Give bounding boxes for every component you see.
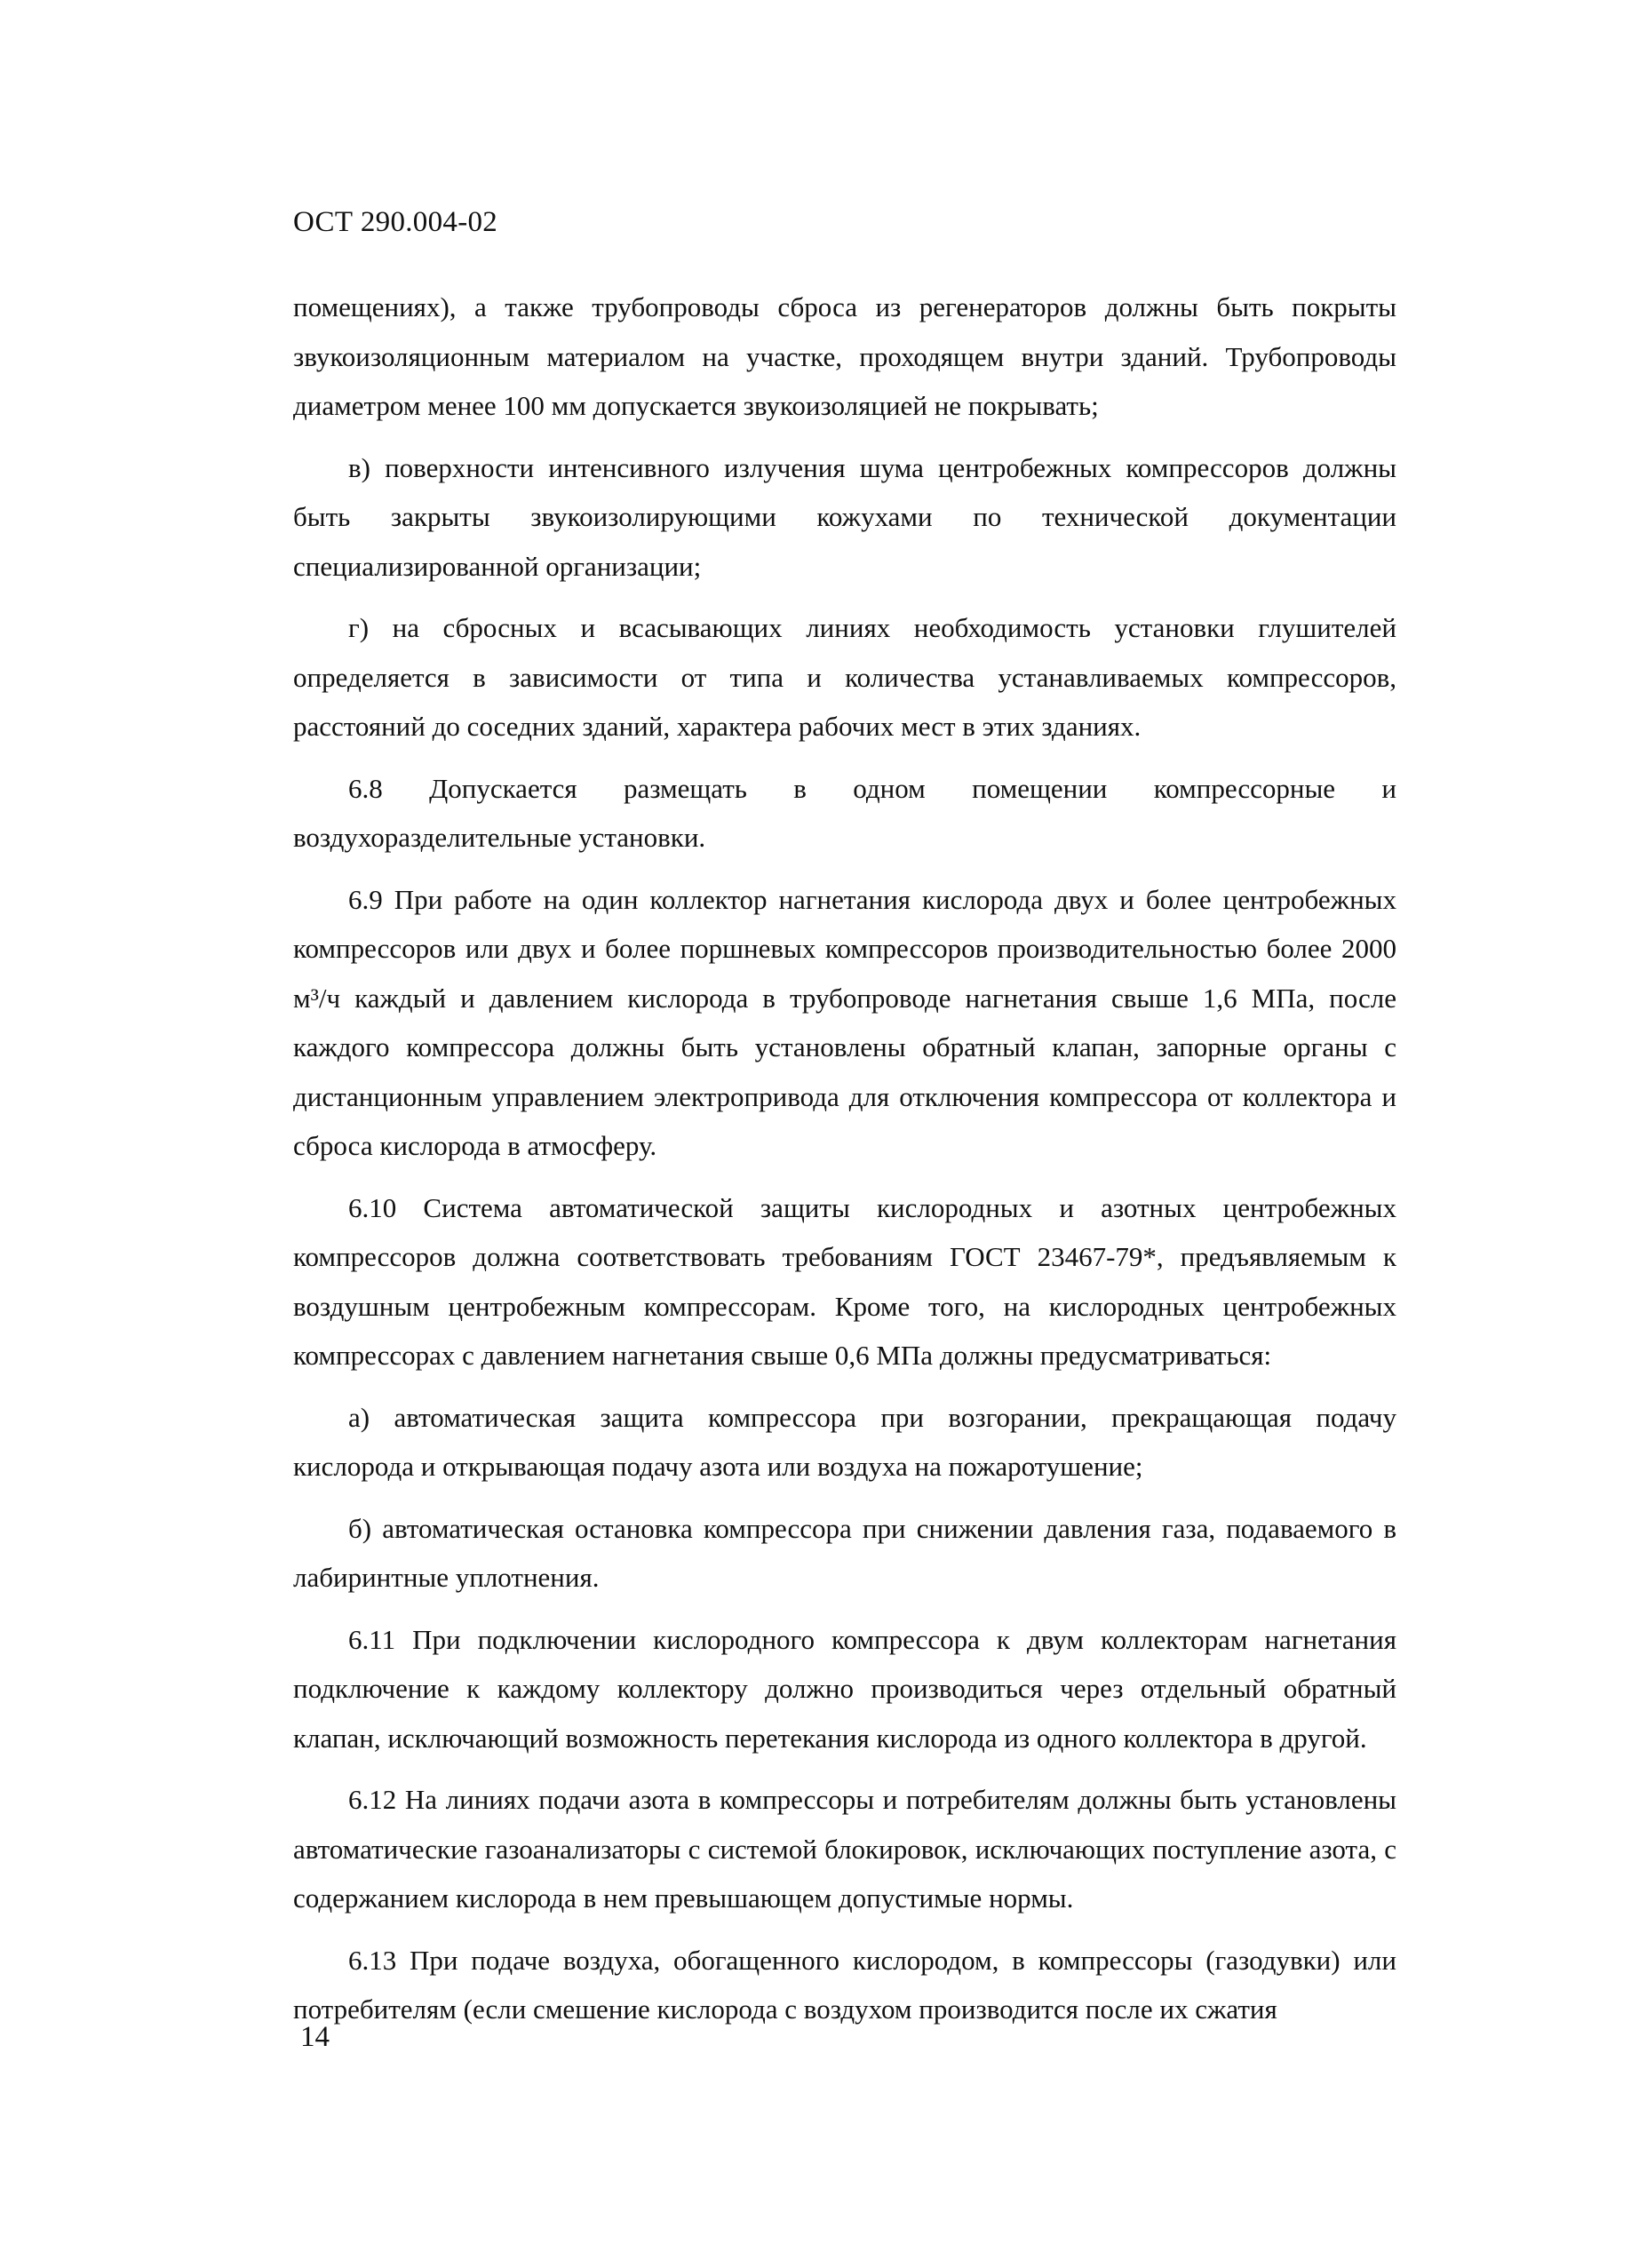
paragraph-6-10: 6.10 Система автоматической защиты кислородных и азотных центробежных компрессоров должна соответствовать требованиям ГОСТ 23467-79*, предъявляемым к воздушным центробежным компрессорам. Кроме того, на кислородных центробежных компрессорах с давлением нагнетания свыше 0,6 МПа должны предусматриваться: [293,1191,1396,1371]
paragraph-6-11: 6.11 При подключении кислородного компрессора к двум коллекторам нагнетания подключение к каждому коллектору должно производиться через отдельный обратный клапан, исключающий возможность перетекания кислорода из одного коллектора в другой. [293,1623,1396,1754]
paragraph-item-a: а) автоматическая защита компрессора при возгорании, прекращающая подачу кислорода и открывающая подачу азота или воздуха на пожаротушение; [293,1401,1396,1482]
paragraph-6-13: 6.13 При подаче воздуха, обогащенного кислородом, в компрессоры (газодувки) или потребителям (если смешение кислорода с воздухом производится после их сжатия [293,1944,1396,2025]
paragraph-6-8: 6.8 Допускается размещать в одном помещении компрессорные и воздухоразделительные установки. [293,772,1396,853]
paragraph-continuation: помещениях), а также трубопроводы сброса из регенераторов должны быть покрыты звукоизоляционным материалом на участке, проходящем внутри зданий. Трубопроводы диаметром менее 100 мм допускается звукоизоляцией не покрывать; [293,291,1396,421]
page-number: 14 [300,2021,330,2053]
paragraph-item-b: б) автоматическая остановка компрессора при снижении давления газа, подаваемого в лабиринтные уплотнения. [293,1512,1396,1593]
document-code: ОСТ 290.004-02 [293,206,498,238]
paragraph-item-v: в) поверхности интенсивного излучения шума центробежных компрессоров должны быть закрыты звукоизолирующими кожухами по технической документации специализированной организации; [293,451,1396,582]
document-body [293,283,1396,2047]
paragraph-item-g: г) на сбросных и всасывающих линиях необходимость установки глушителей определяется в зависимости от типа и количества устанавливаемых компрессоров, расстояний до соседних зданий, характера рабочих мест в этих зданиях. [293,612,1396,742]
paragraph-6-9: 6.9 При работе на один коллектор нагнетания кислорода двух и более центробежных компрессоров или двух и более поршневых компрессоров производительностью более 2000 м³/ч каждый и давлением кислорода в трубопроводе нагнетания свыше 1,6 МПа, после каждого компрессора должны быть установлены обратный клапан, запорные органы с дистанционным управлением электропривода для отключения компрессора от коллектора и сброса кислорода в атмосферу. [293,883,1396,1161]
paragraph-6-12: 6.12 На линиях подачи азота в компрессоры и потребителям должны быть установлены автоматические газоанализаторы с системой блокировок, исключающих поступление азота, с содержанием кислорода в нем превышающем допустимые нормы. [293,1784,1396,1914]
